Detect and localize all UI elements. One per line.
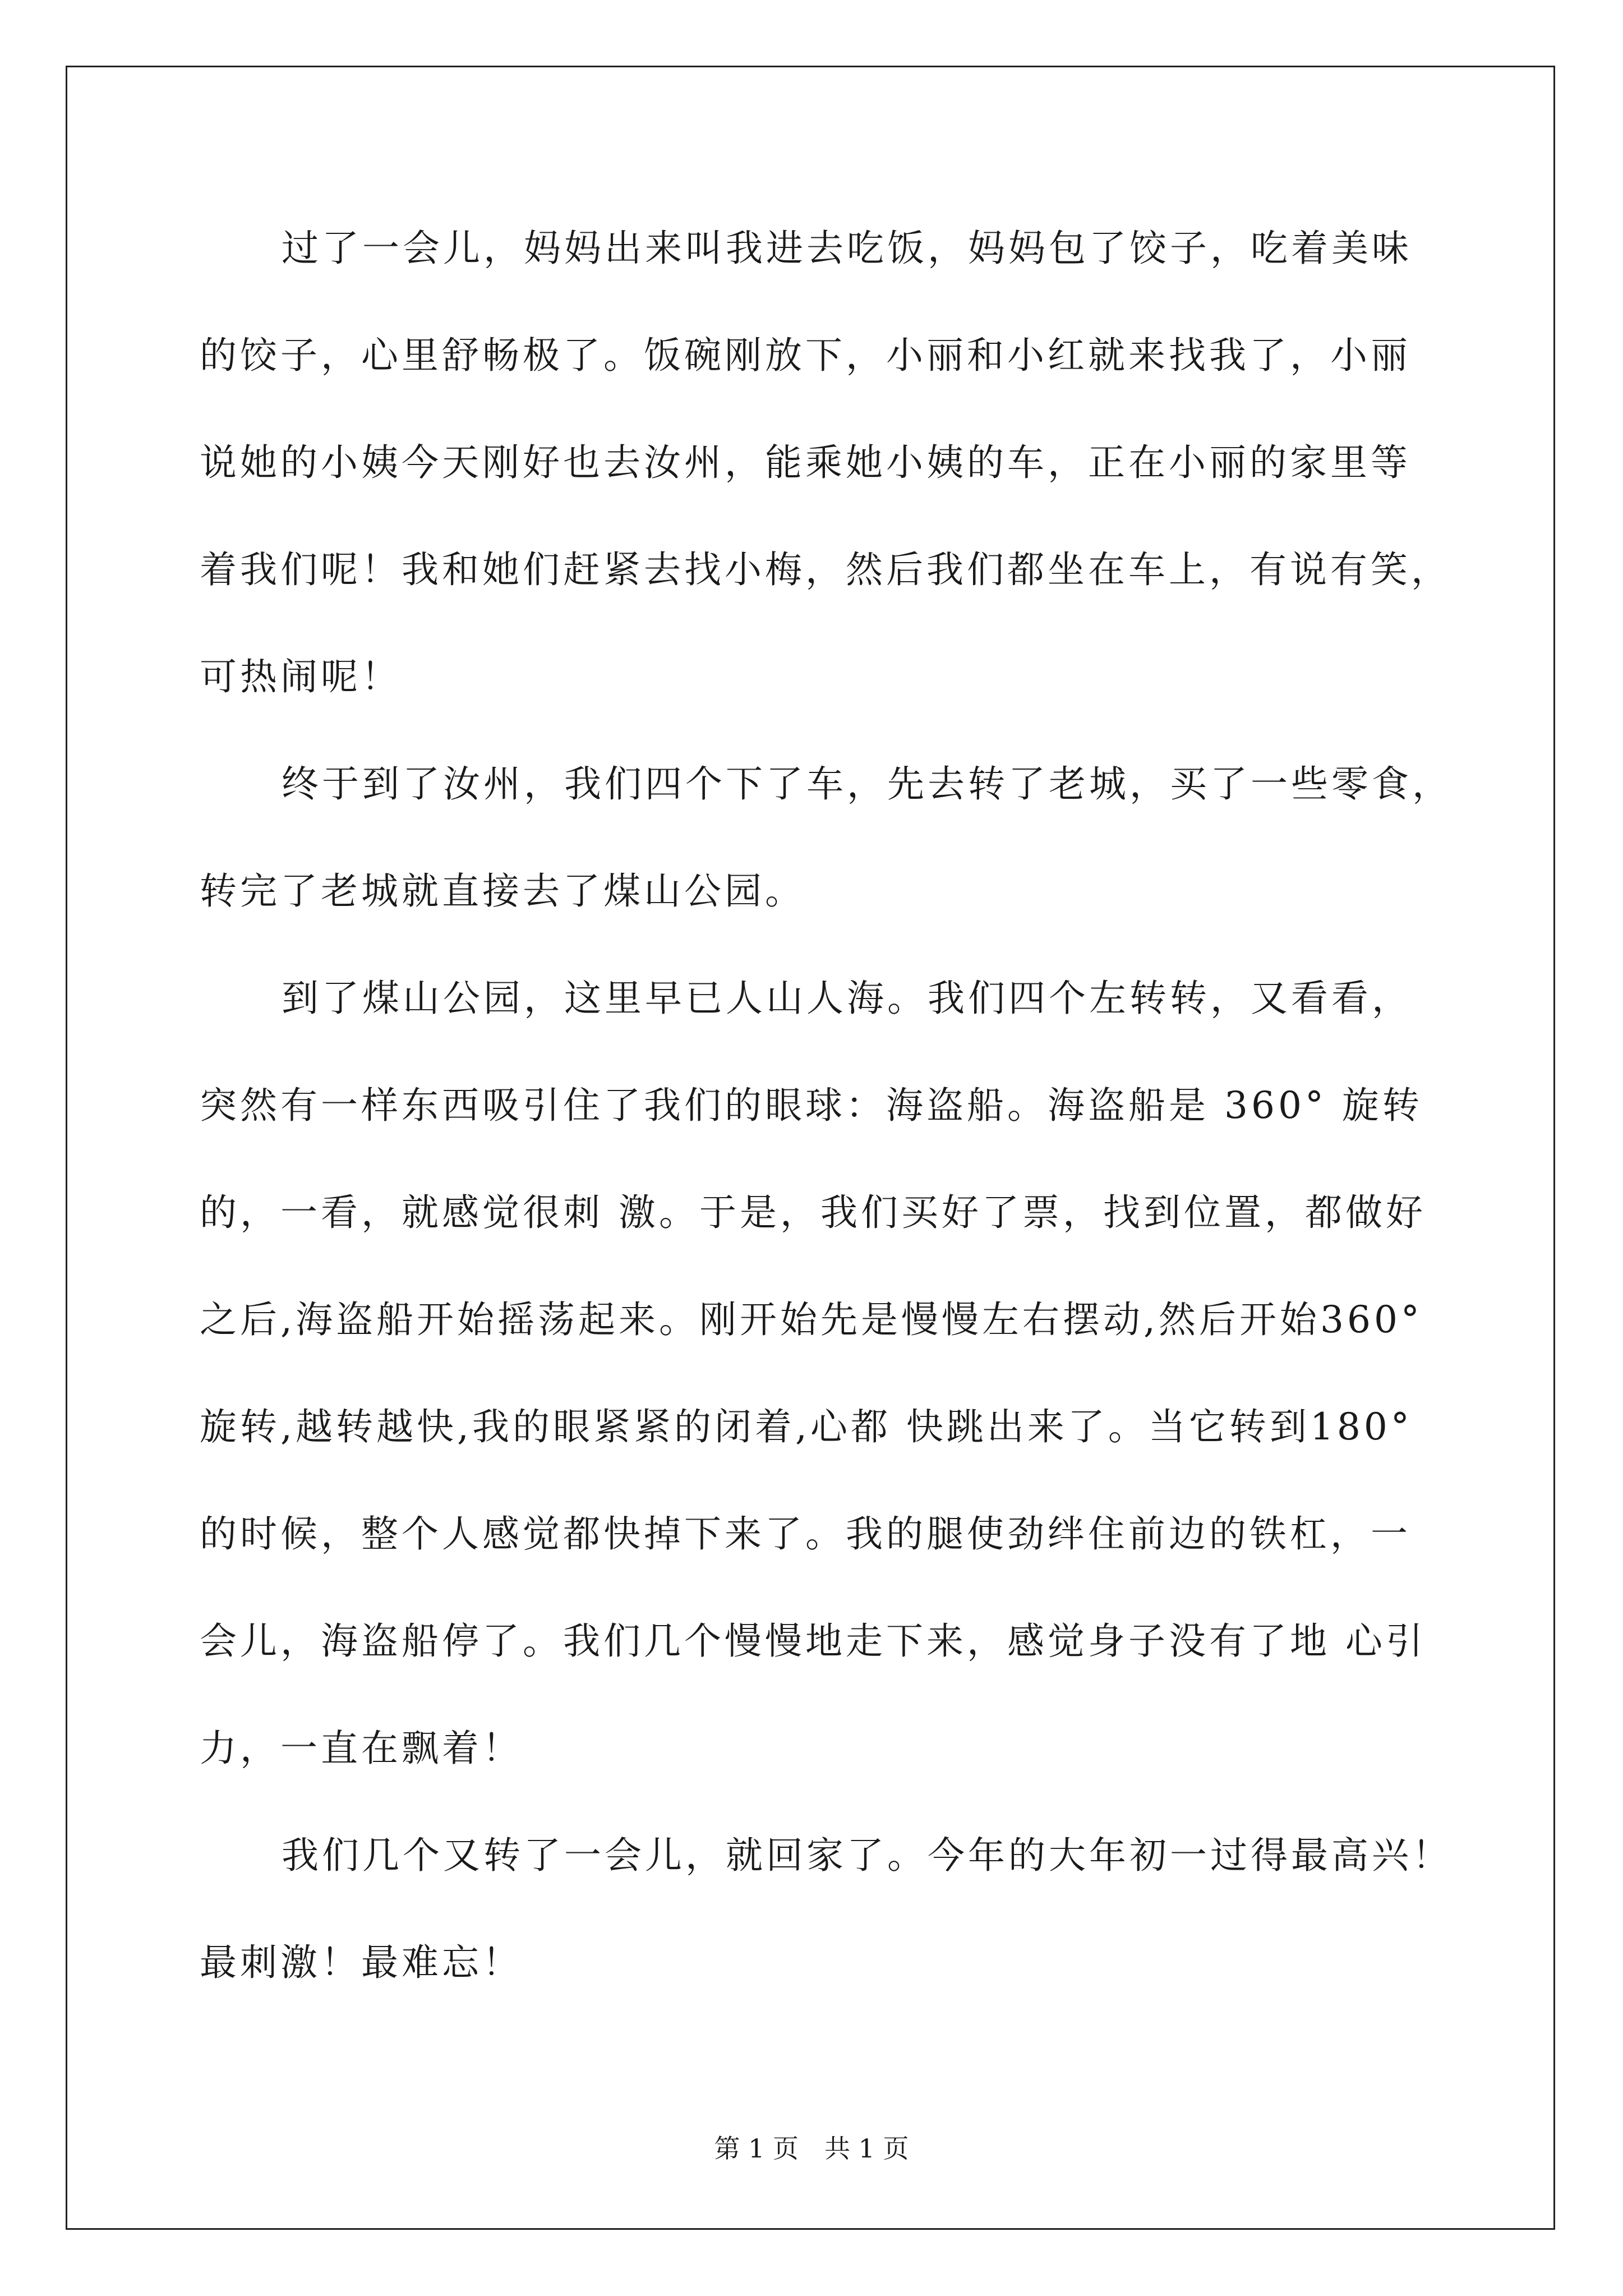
text-line: 我们几个又转了一会儿，就回家了。今年的大年初一过得最高兴！ [282, 1834, 1453, 1877]
text-line: 着我们呢！我和她们赶紧去找小梅，然后我们都坐在车上，有说有笑， [200, 548, 1451, 591]
text-line: 终于到了汝州，我们四个下了车，先去转了老城，买了一些零食， [282, 762, 1453, 806]
page-number-footer: 第 1 页 共 1 页 [714, 2133, 909, 2164]
text-line: 说她的小姨今天刚好也去汝州，能乘她小姨的车，正在小丽的家里等 [200, 441, 1411, 484]
text-line: 的饺子，心里舒畅极了。饭碗刚放下，小丽和小红就来找我了，小丽 [200, 334, 1411, 377]
text-line: 旋转,越转越快,我的眼紧紧的闭着,心都 快跳出来了。当它转到180° [200, 1405, 1413, 1448]
text-line: 到了煤山公园，这里早已人山人海。我们四个左转转，又看看， [282, 977, 1412, 1020]
paragraph-3 [200, 969, 1439, 1826]
text-line: 会儿，海盗船停了。我们几个慢慢地走下来，感觉身子没有了地 心引 [200, 1619, 1426, 1663]
text-line: 可热闹呢！ [200, 655, 402, 698]
text-line: 的，一看，就感觉很刺 激。于是，我们买好了票，找到位置，都做好 [200, 1191, 1426, 1234]
text-line: 最刺激！最难忘！ [200, 1941, 523, 1984]
text-line: 突然有一样东西吸引住了我们的眼球：海盗船。海盗船是 360° 旋转 [200, 1084, 1423, 1127]
document-body [200, 219, 1453, 2040]
paragraph-4 [200, 1826, 1453, 2040]
text-line: 的时候，整个人感觉都快掉下来了。我的腿使劲绊住前边的铁杠，一 [200, 1512, 1411, 1556]
text-line: 过了一会儿，妈妈出来叫我进去吃饭，妈妈包了饺子，吃着美味 [282, 227, 1412, 270]
paragraph-2 [200, 754, 1453, 969]
text-line: 力，一直在飘着！ [200, 1727, 523, 1770]
text-line: 转完了老城就直接去了煤山公园。 [200, 869, 805, 913]
paragraph-1 [200, 219, 1451, 754]
text-line: 之后,海盗船开始摇荡起来。刚开始先是慢慢左右摆动,然后开始360° [200, 1298, 1423, 1341]
